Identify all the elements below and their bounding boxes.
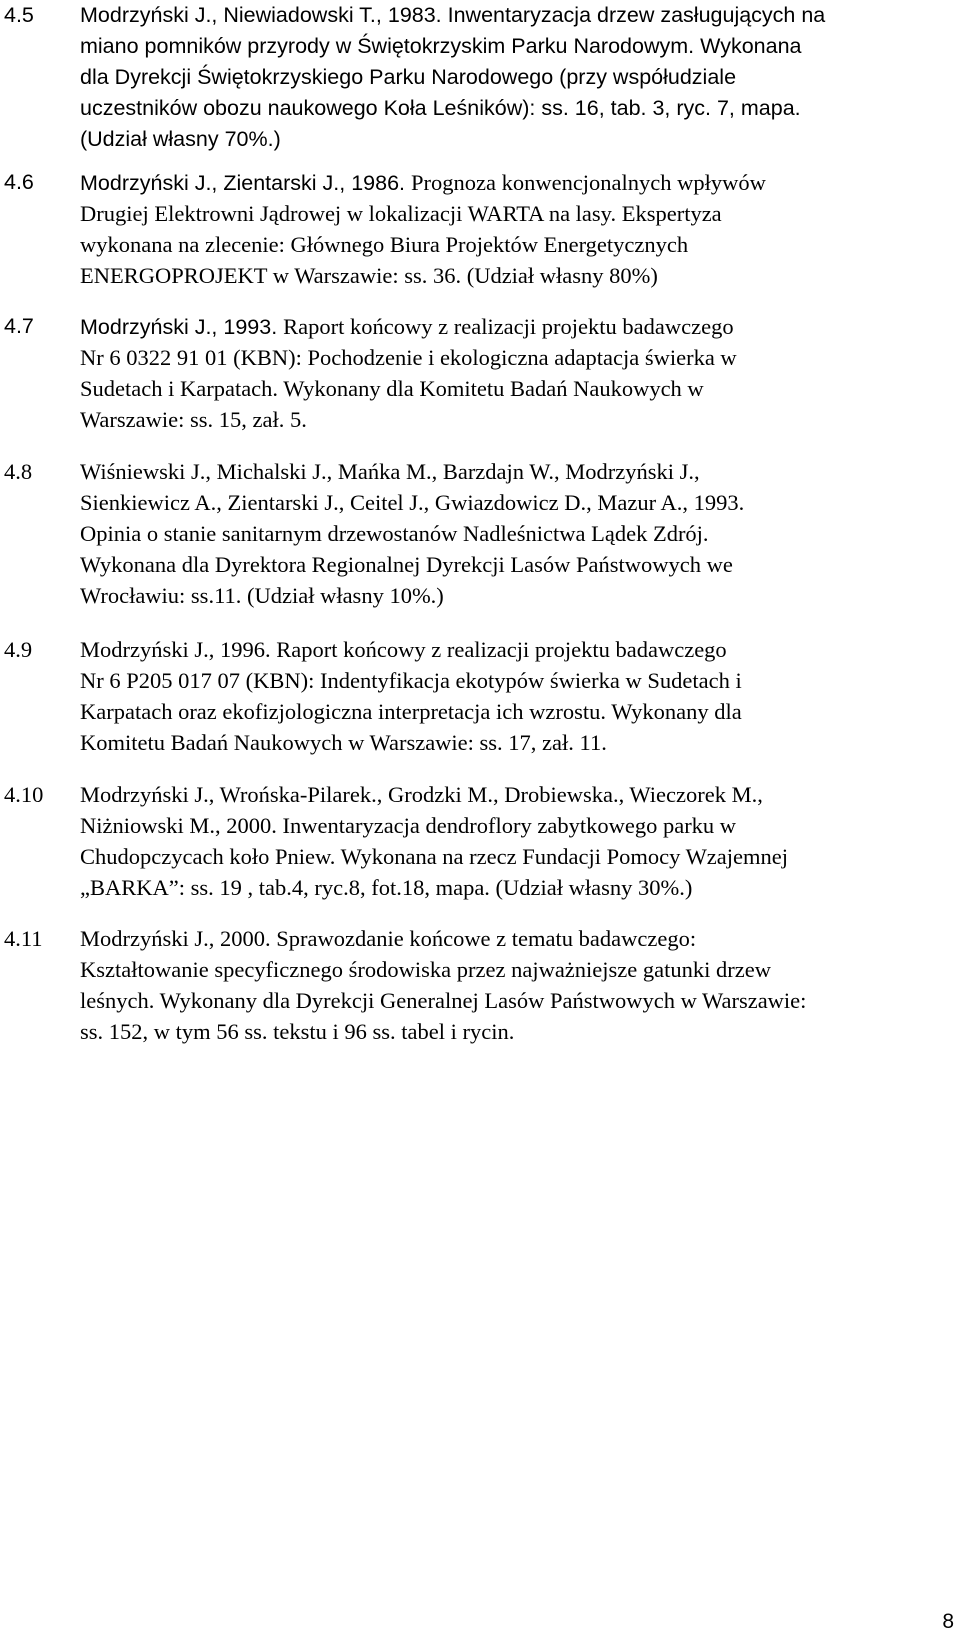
entry-text-segment: Kształtowanie specyficznego środowiska przez najważniejsze gatunki drzew: [80, 957, 771, 982]
entry-number: 4.10: [4, 782, 44, 807]
entry-number: 4.5: [4, 3, 34, 27]
entry-line: [80, 727, 960, 758]
entry-line: [80, 311, 960, 342]
entry-number: 4.7: [4, 314, 34, 338]
entry-text-segment: Chudopczycach koło Pniew. Wykonana na rzecz Fundacji Pomocy Wzajemnej: [80, 844, 789, 869]
entry-text-segment: Sienkiewicz A., Zientarski J., Ceitel J., Gwiazdowicz D., Mazur A., 1993.: [80, 490, 745, 515]
entry-text-segment: Nr 6 P205 017 07 (KBN): Indentyfikacja ekotypów świerka w Sudetach i: [80, 668, 742, 693]
entry-line: [80, 518, 960, 549]
entry-text-segment: Sudetach i Karpatach. Wykonany dla Komitetu Badań Naukowych w: [80, 376, 704, 401]
page-number: 8: [942, 1610, 954, 1633]
entry-text-segment: Modrzyński J., Zientarski J., 1986.: [80, 171, 411, 195]
entry-line: [80, 872, 960, 903]
entry-text-segment: Modrzyński J., Niewiadowski T., 1983. Inwentaryzacja drzew zasługujących na: [80, 3, 826, 27]
entry-text-segment: Wiśniewski J., Michalski J., Mańka M., Barzdajn W., Modrzyński J.,: [80, 459, 700, 484]
entry-text-segment: Prognoza konwencjonalnych wpływów: [410, 170, 766, 195]
entry-text: [80, 456, 960, 611]
entry-text-segment: Wykonana dla Dyrektora Regionalnej Dyrekcji Lasów Państwowych we: [80, 552, 733, 577]
entry-text-segment: Warszawie: ss. 15, zał. 5.: [80, 407, 307, 432]
entry-text-segment: miano pomników przyrody w Świętokrzyskim Parku Narodowym. Wykonana: [80, 34, 802, 58]
entry-line: [80, 93, 960, 124]
entry-line: [80, 124, 960, 155]
entry-number: 4.9: [4, 637, 33, 662]
entry-text: [80, 0, 960, 155]
entry-text-segment: dla Dyrekcji Świętokrzyskiego Parku Narodowego (przy współudziale: [80, 65, 737, 89]
entry-text-segment: Modrzyński J., 1993.: [80, 315, 284, 339]
entry-text-segment: Modrzyński J., Wrońska-Pilarek., Grodzki M., Drobiewska., Wieczorek M.,: [80, 782, 763, 807]
entry-line: [80, 549, 960, 580]
entry-text-segment: Modrzyński J., 1996. Raport końcowy z realizacji projektu badawczego: [80, 637, 727, 662]
entry-text-segment: ENERGOPROJEKT w Warszawie: ss. 36. (Udział własny 80%): [80, 263, 658, 288]
entry-line: [80, 1016, 960, 1047]
entry-number: 4.6: [4, 170, 34, 194]
entry-line: [80, 580, 960, 611]
entry-number: 4.8: [4, 459, 33, 484]
entry-text-segment: wykonana na zlecenie: Głównego Biura Projektów Energetycznych: [80, 232, 689, 257]
entry-line: [80, 665, 960, 696]
entry-text-segment: „BARKA”: ss. 19 , tab.4, ryc.8, fot.18, mapa. (Udział własny 30%.): [80, 875, 693, 900]
entry-line: [80, 373, 960, 404]
entry-text: [80, 634, 960, 758]
entry-text-segment: leśnych. Wykonany dla Dyrekcji Generalnej Lasów Państwowych w Warszawie:: [80, 988, 807, 1013]
entry-text-segment: (Udział własny 70%.): [80, 127, 281, 151]
entry-text-segment: Nr 6 0322 91 01 (KBN): Pochodzenie i ekologiczna adaptacja świerka w: [80, 345, 737, 370]
entry-text: [80, 311, 960, 435]
entry-line: [80, 0, 960, 31]
entry-line: [80, 31, 960, 62]
entry-line: [80, 404, 960, 435]
entry-text-segment: Wrocławiu: ss.11. (Udział własny 10%.): [80, 583, 444, 608]
entry-line: [80, 985, 960, 1016]
entry-line: [80, 841, 960, 872]
entry-text-segment: Opinia o stanie sanitarnym drzewostanów Nadleśnictwa Lądek Zdrój.: [80, 521, 709, 546]
entry-line: [80, 198, 960, 229]
entry-text-segment: ss. 152, w tym 56 ss. tekstu i 96 ss. tabel i rycin.: [80, 1019, 515, 1044]
entry-line: [80, 487, 960, 518]
entry-text-segment: uczestników obozu naukowego Koła Leśników): ss. 16, tab. 3, ryc. 7, mapa.: [80, 96, 801, 120]
entry-line: [80, 456, 960, 487]
entry-line: [80, 62, 960, 93]
entry-line: [80, 229, 960, 260]
entry-line: [80, 260, 960, 291]
entry-text: [80, 923, 960, 1047]
entry-line: [80, 696, 960, 727]
entry-number: 4.11: [4, 926, 43, 951]
entry-line: [80, 342, 960, 373]
entry-line: [80, 923, 960, 954]
entry-text: [80, 167, 960, 291]
entry-line: [80, 810, 960, 841]
entry-text-segment: Komitetu Badań Naukowych w Warszawie: ss. 17, zał. 11.: [80, 730, 607, 755]
entry-text-segment: Raport końcowy z realizacji projektu badawczego: [283, 314, 734, 339]
entry-line: [80, 954, 960, 985]
entry-line: [80, 779, 960, 810]
entry-text-segment: Modrzyński J., 2000. Sprawozdanie końcowe z tematu badawczego:: [80, 926, 697, 951]
entry-line: [80, 634, 960, 665]
entry-text: [80, 779, 960, 903]
entry-text-segment: Karpatach oraz ekofizjologiczna interpretacja ich wzrostu. Wykonany dla: [80, 699, 742, 724]
entry-text-segment: Niżniowski M., 2000. Inwentaryzacja dendroflory zabytkowego parku w: [80, 813, 737, 838]
entry-text-segment: Drugiej Elektrowni Jądrowej w lokalizacji WARTA na lasy. Ekspertyza: [80, 201, 722, 226]
entry-line: [80, 167, 960, 198]
